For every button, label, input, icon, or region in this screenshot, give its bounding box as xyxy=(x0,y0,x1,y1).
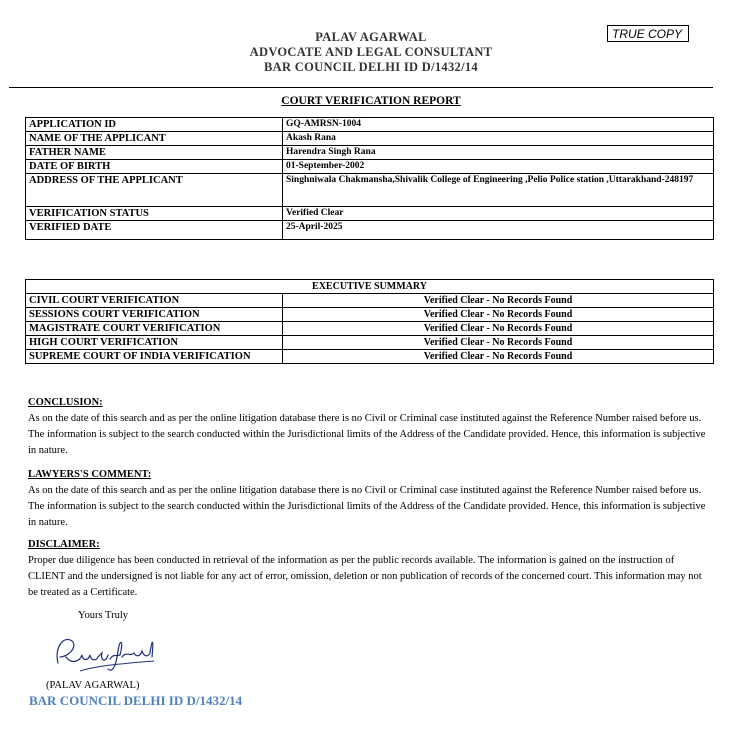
detail-value: Verified Clear xyxy=(283,207,714,221)
footer-bar-council-id: BAR COUNCIL DELHI ID D/1432/14 xyxy=(29,693,243,708)
detail-value: GQ-AMRSN-1004 xyxy=(283,118,714,132)
conclusion-heading: CONCLUSION: xyxy=(28,397,103,408)
advocate-title: ADVOCATE AND LEGAL CONSULTANT xyxy=(249,45,493,59)
lawyers-comment-section xyxy=(28,467,708,531)
summary-value: Verified Clear - No Records Found xyxy=(283,350,714,364)
table-row xyxy=(26,221,714,240)
detail-value: Singhniwala Chakmansha,Shivalik College of Engineering ,Pelio Police station ,Uttarakhand-248197 xyxy=(283,174,714,207)
summary-value: Verified Clear - No Records Found xyxy=(283,336,714,350)
summary-label: SUPREME COURT OF INDIA VERIFICATION xyxy=(26,350,283,364)
table-row xyxy=(26,207,714,221)
summary-heading: EXECUTIVE SUMMARY xyxy=(26,280,714,294)
table-row xyxy=(26,174,714,207)
applicant-details-table xyxy=(25,117,714,240)
signature-image xyxy=(50,627,160,675)
executive-summary-table xyxy=(25,279,714,364)
true-copy-stamp: TRUE COPY xyxy=(607,25,689,42)
report-title: COURT VERIFICATION REPORT xyxy=(281,95,461,107)
conclusion-text: As on the date of this search and as per the online litigation database there is no Civil or Criminal case instituted against the Reference Number raised before us. The information is subject to the search conducted within the Jurisdictional limits of the Address of the Candidate provided. Hence, this information is subjective in nature. xyxy=(28,413,706,456)
closing-salutation: Yours Truly xyxy=(78,610,129,621)
table-row xyxy=(26,118,714,132)
conclusion-section xyxy=(28,395,708,459)
disclaimer-text: Proper due diligence has been conducted in retrieval of the information as per the public records available. The information is gained on the instruction of CLIENT and the undersigned is not liable for any act of error, omission, deletion or non publication of records of the concerned court. This information may not be treated as a Certificate. xyxy=(28,555,702,598)
table-row xyxy=(26,294,714,308)
detail-value: 01-September-2002 xyxy=(283,160,714,174)
bar-council-id: BAR COUNCIL DELHI ID D/1432/14 xyxy=(264,60,478,74)
table-row xyxy=(26,132,714,146)
summary-value: Verified Clear - No Records Found xyxy=(283,308,714,322)
summary-label: SESSIONS COURT VERIFICATION xyxy=(26,308,283,322)
detail-label: ADDRESS OF THE APPLICANT xyxy=(26,174,283,207)
table-row xyxy=(26,146,714,160)
detail-value: Akash Rana xyxy=(283,132,714,146)
summary-value: Verified Clear - No Records Found xyxy=(283,322,714,336)
summary-value: Verified Clear - No Records Found xyxy=(283,294,714,308)
detail-value: Harendra Singh Rana xyxy=(283,146,714,160)
table-row xyxy=(26,322,714,336)
detail-label: DATE OF BIRTH xyxy=(26,160,283,174)
detail-label: APPLICATION ID xyxy=(26,118,283,132)
lawyers-comment-text: As on the date of this search and as per the online litigation database there is no Civil or Criminal case instituted against the Reference Number raised before us. The information is subject to the search conducted within the Jurisdictional limits of the Address of the Candidate provided. Hence, this information is subjective in nature. xyxy=(28,485,706,528)
table-row xyxy=(26,336,714,350)
header-divider xyxy=(9,87,713,88)
signatory-name: (PALAV AGARWAL) xyxy=(46,680,140,691)
table-row xyxy=(26,160,714,174)
detail-label: NAME OF THE APPLICANT xyxy=(26,132,283,146)
detail-label: FATHER NAME xyxy=(26,146,283,160)
lawyers-comment-heading: LAWYERS'S COMMENT: xyxy=(28,469,152,480)
disclaimer-heading: DISCLAIMER: xyxy=(28,539,100,550)
detail-label: VERIFICATION STATUS xyxy=(26,207,283,221)
table-row xyxy=(26,308,714,322)
detail-value: 25-April-2025 xyxy=(283,221,714,240)
table-row xyxy=(26,280,714,294)
detail-label: VERIFIED DATE xyxy=(26,221,283,240)
summary-label: HIGH COURT VERIFICATION xyxy=(26,336,283,350)
summary-label: CIVIL COURT VERIFICATION xyxy=(26,294,283,308)
disclaimer-section xyxy=(28,537,708,601)
summary-label: MAGISTRATE COURT VERIFICATION xyxy=(26,322,283,336)
advocate-name: PALAV AGARWAL xyxy=(315,30,427,44)
table-row xyxy=(26,350,714,364)
